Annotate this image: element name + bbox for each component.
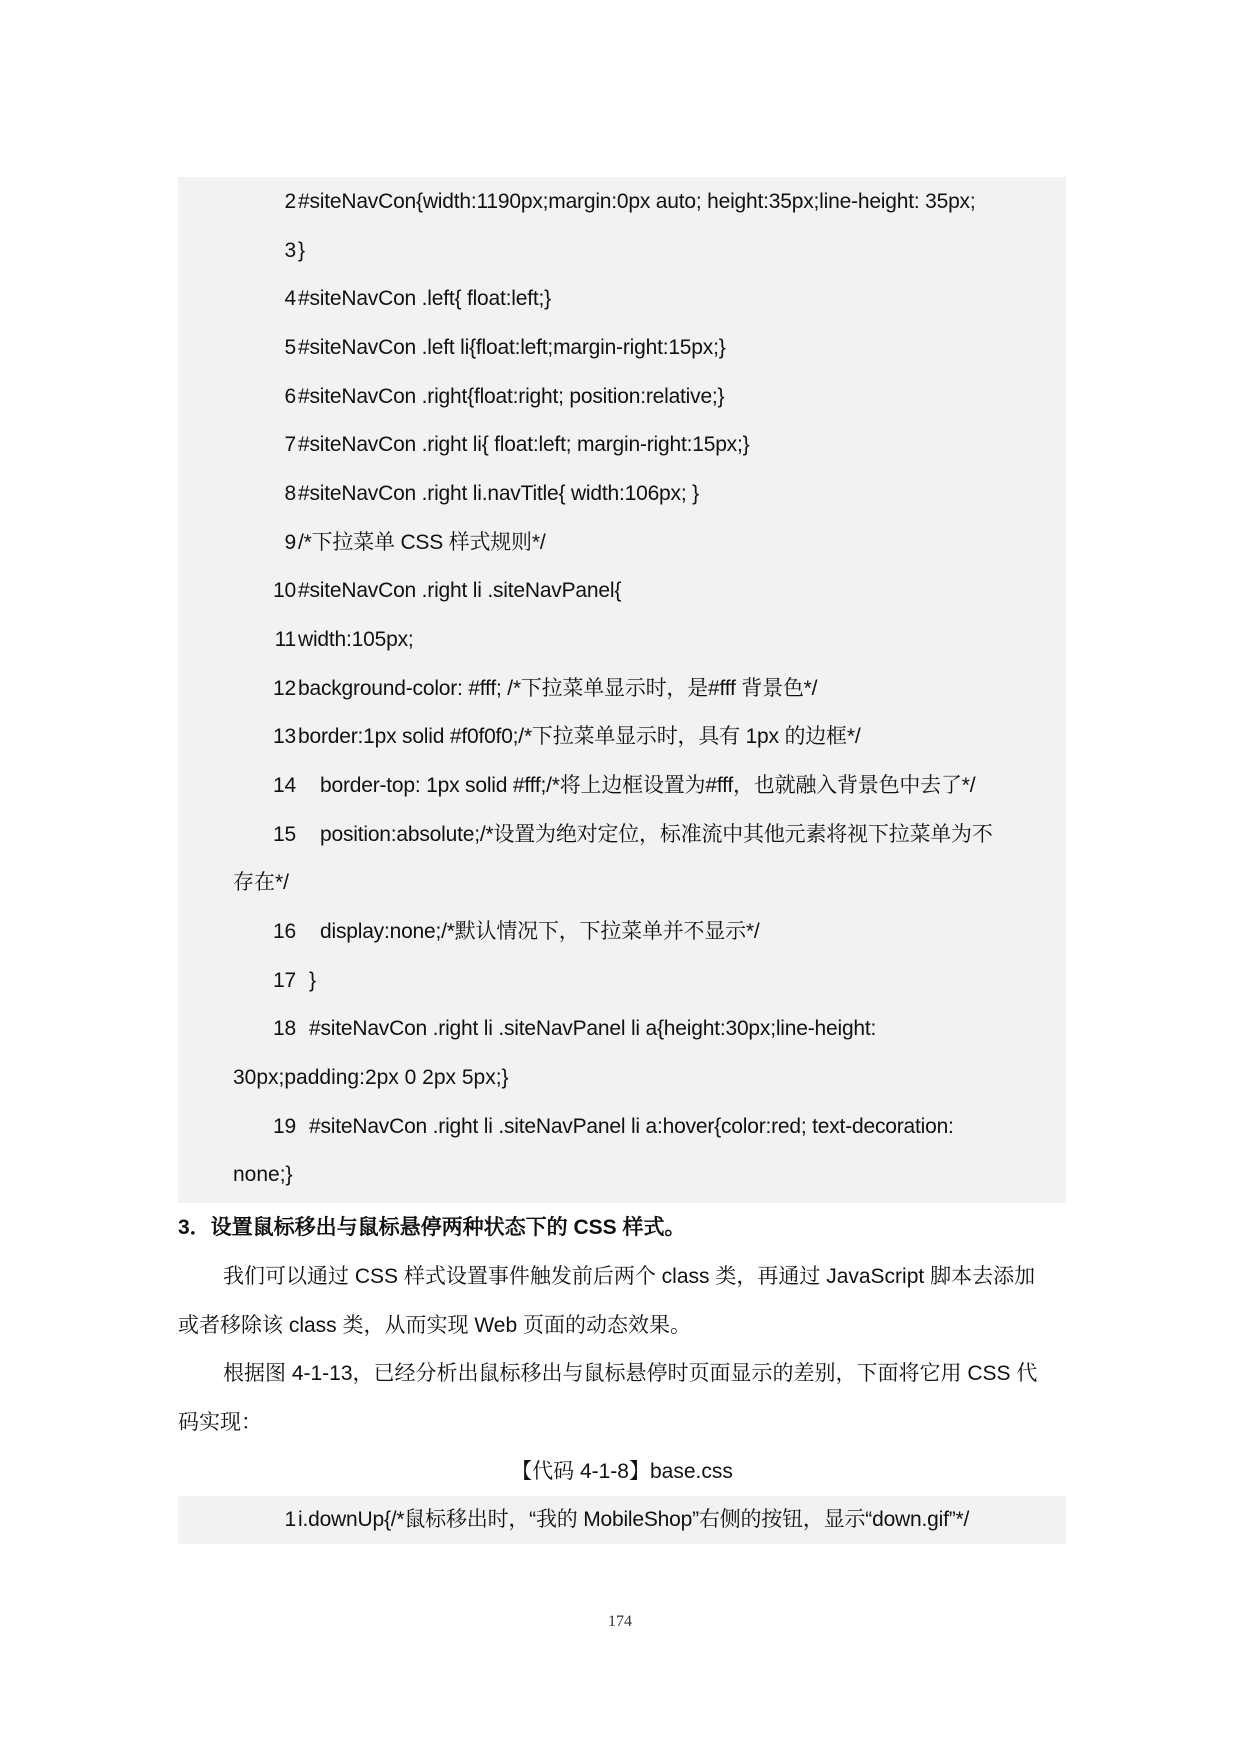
code-text: display:none;/*默认情况下，下拉菜单并不显示*/ — [320, 920, 760, 943]
code-text: #siteNavCon .left{ float:left;} — [298, 287, 551, 310]
line-number: 10 — [273, 579, 296, 602]
code-text: border-top: 1px solid #fff;/*将上边框设置为#fff，也就融入背景色中去了*/ — [320, 774, 976, 797]
code-text: #siteNavCon .right li .siteNavPanel li a{height:30px;line-height: — [309, 1017, 877, 1040]
line-number: 16 — [273, 920, 296, 943]
paragraph-2-line-2: 码实现： — [178, 1411, 262, 1434]
code-block-1 — [178, 177, 1066, 1203]
line-number: 9 — [284, 531, 296, 554]
code-text: background-color: #fff; /*下拉菜单显示时，是#fff 背景色*/ — [298, 677, 818, 700]
code-text: i.downUp{/*鼠标移出时，“我的 MobileShop”右侧的按钮，显示“down.gif”*/ — [298, 1508, 970, 1531]
paragraph-2-line-1: 根据图 4-1-13，已经分析出鼠标移出与鼠标悬停时页面显示的差别，下面将它用 CSS 代 — [223, 1362, 1038, 1385]
line-number: 4 — [284, 287, 296, 310]
code-text: #siteNavCon{width:1190px;margin:0px auto; height:35px;line-height: 35px; — [298, 190, 976, 213]
code-text: width:105px; — [298, 628, 414, 651]
code-text: /*下拉菜单 CSS 样式规则*/ — [298, 531, 546, 554]
code-text: #siteNavCon .right li.navTitle{ width:106px; } — [298, 482, 699, 505]
line-number: 19 — [273, 1115, 296, 1138]
line-number: 11 — [274, 628, 296, 651]
code-text: #siteNavCon .left li{float:left;margin-right:15px;} — [298, 336, 726, 359]
code-continuation: none;} — [233, 1163, 293, 1186]
code-text: #siteNavCon .right li .siteNavPanel{ — [298, 579, 622, 602]
line-number: 1 — [284, 1508, 296, 1531]
line-number: 12 — [273, 677, 296, 700]
code-block-2 — [178, 1496, 1066, 1544]
line-number: 15 — [273, 823, 296, 846]
code-continuation: 存在*/ — [233, 871, 290, 894]
line-number: 6 — [284, 385, 296, 408]
line-number: 8 — [284, 482, 296, 505]
paragraph-1-line-2: 或者移除该 class 类，从而实现 Web 页面的动态效果。 — [178, 1314, 691, 1337]
line-number: 2 — [284, 190, 296, 213]
line-number: 14 — [273, 774, 296, 797]
code-text: border:1px solid #f0f0f0;/*下拉菜单显示时，具有 1px 的边框*/ — [298, 725, 861, 748]
code-text: #siteNavCon .right li{ float:left; margin-right:15px;} — [298, 433, 750, 456]
code-text: position:absolute;/*设置为绝对定位，标准流中其他元素将视下拉菜单为不 — [320, 823, 993, 846]
code-text: } — [298, 239, 305, 262]
line-number: 18 — [273, 1017, 296, 1040]
section-heading: 3．设置鼠标移出与鼠标悬停两种状态下的 CSS 样式。 — [178, 1216, 686, 1239]
code-caption: 【代码 4-1-8】base.css — [511, 1460, 733, 1483]
line-number: 7 — [284, 433, 296, 456]
code-text: #siteNavCon .right{float:right; position:relative;} — [298, 385, 725, 408]
page-number: 174 — [608, 1613, 632, 1630]
line-number: 3 — [284, 239, 296, 262]
code-text: #siteNavCon .right li .siteNavPanel li a:hover{color:red; text-decoration: — [309, 1115, 954, 1138]
line-number: 17 — [273, 969, 296, 992]
code-continuation: 30px;padding:2px 0 2px 5px;} — [233, 1066, 509, 1089]
code-text: } — [309, 969, 316, 992]
paragraph-1-line-1: 我们可以通过 CSS 样式设置事件触发前后两个 class 类，再通过 JavaScript 脚本去添加 — [223, 1265, 1036, 1288]
line-number: 5 — [284, 336, 296, 359]
line-number: 13 — [273, 725, 296, 748]
